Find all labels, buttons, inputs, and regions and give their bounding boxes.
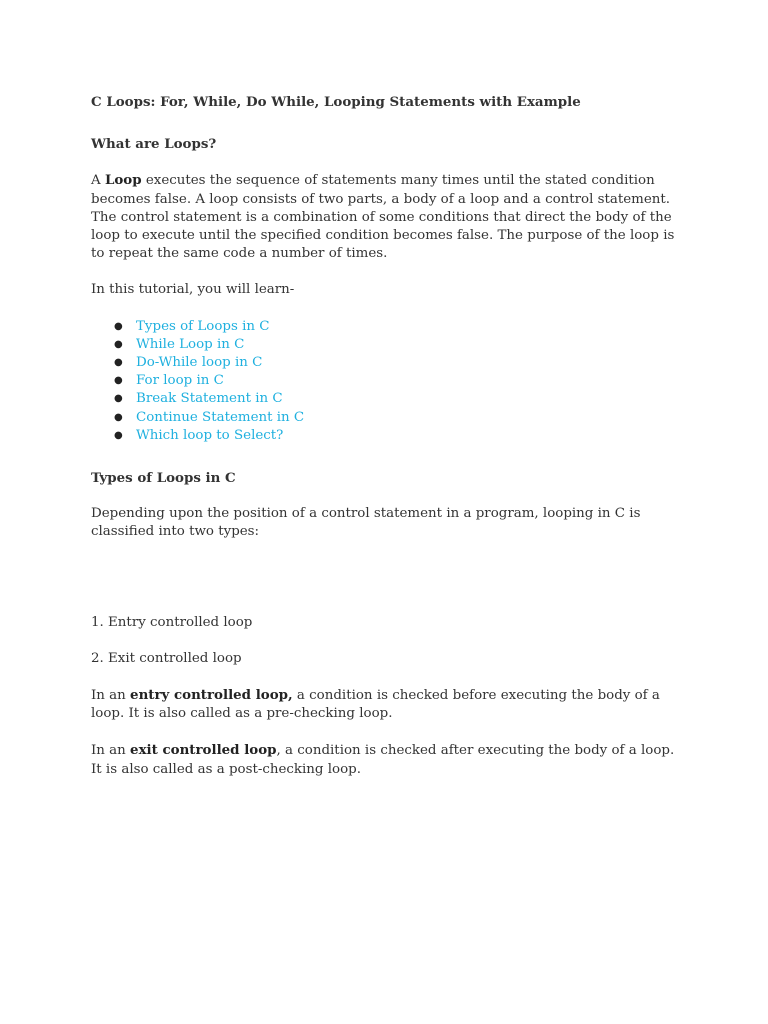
- toc-link-do-while-loop[interactable]: Do-While loop in C: [136, 355, 263, 371]
- toc-list: [91, 318, 687, 445]
- bullet-icon: ●: [114, 411, 123, 423]
- heading-types-of-loops: Types of Loops in C: [91, 470, 236, 487]
- bullet-icon: ●: [114, 429, 123, 441]
- toc-link-which-loop[interactable]: Which loop to Select?: [136, 427, 284, 443]
- toc-item: [114, 390, 687, 408]
- bullet-icon: ●: [114, 375, 123, 387]
- list-item-exit-controlled: 2. Exit controlled loop: [91, 650, 242, 666]
- blank-space: [91, 560, 687, 614]
- toc-item: [114, 318, 687, 336]
- text-run: , a condition is checked after executing the body of a loop. It is also called as a post-checking loop.: [91, 743, 675, 777]
- toc-item: [114, 336, 687, 354]
- loop-definition-paragraph: [91, 171, 687, 263]
- toc-item: [114, 427, 687, 445]
- exit-controlled-paragraph: [91, 741, 687, 778]
- toc-item: [114, 372, 687, 390]
- toc-link-types-of-loops[interactable]: Types of Loops in C: [136, 318, 270, 334]
- text-run: In an: [91, 743, 131, 759]
- toc-link-break-statement[interactable]: Break Statement in C: [136, 391, 283, 407]
- bullet-icon: ●: [114, 357, 123, 369]
- text-run: executes the sequence of statements many times until the stated condition becomes false. A loop consists of two parts, a body of a loop and a control statement. The control statement is a combination of some conditions that direct the body of the loop to execute until the specified condition becomes false. The purpose of the loop is to repeat the same code a number of times.: [91, 173, 675, 262]
- text-run: A: [91, 173, 105, 189]
- entry-controlled-paragraph: [91, 686, 687, 723]
- toc-item: [114, 409, 687, 427]
- heading-what-are-loops: What are Loops?: [91, 136, 217, 153]
- document-page: [91, 93, 687, 797]
- toc-item: [114, 354, 687, 372]
- bold-term-exit-controlled: exit controlled loop: [130, 742, 277, 759]
- toc-link-continue-statement[interactable]: Continue Statement in C: [136, 409, 305, 425]
- tutorial-intro-paragraph: In this tutorial, you will learn-: [91, 282, 295, 298]
- bold-term-loop: Loop: [104, 172, 142, 189]
- list-item-entry-controlled: 1. Entry controlled loop: [91, 614, 253, 630]
- bullet-icon: ●: [114, 393, 123, 405]
- bold-term-entry-controlled: entry controlled loop,: [130, 687, 293, 704]
- bullet-icon: ●: [114, 320, 123, 332]
- toc-link-while-loop[interactable]: While Loop in C: [136, 336, 245, 352]
- classification-paragraph: Depending upon the position of a control statement in a program, looping in C is classified into two types:: [91, 506, 641, 540]
- text-run: In an: [91, 688, 131, 704]
- toc-link-for-loop[interactable]: For loop in C: [136, 373, 224, 389]
- document-title: C Loops: For, While, Do While, Looping Statements with Example: [91, 94, 581, 110]
- bullet-icon: ●: [114, 338, 123, 350]
- text-run: a condition is checked before executing the body of a loop. It is also called as a pre-checking loop.: [91, 688, 660, 722]
